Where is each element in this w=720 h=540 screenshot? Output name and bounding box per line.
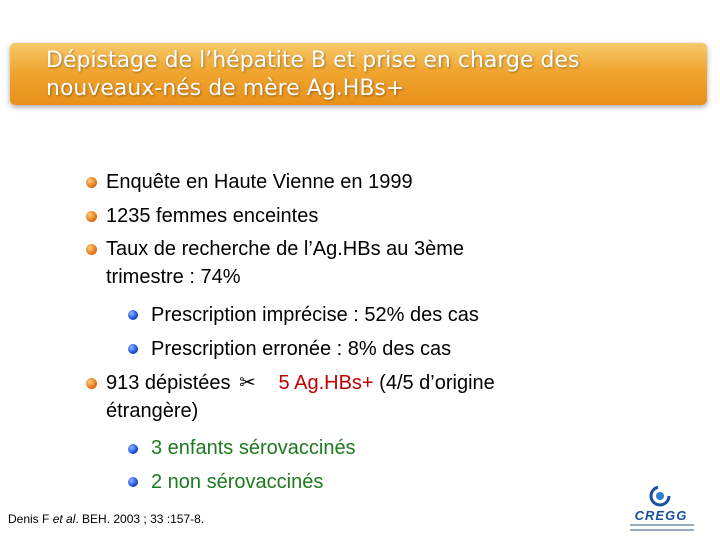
screened-count: 913 dépistées: [106, 372, 231, 394]
bullet-icon: [86, 378, 97, 389]
sub-bullet-icon: [128, 477, 138, 487]
bullet-screening-rate-line1: Taux de recherche de l’Ag.HBs au 3ème: [106, 238, 464, 260]
sub-bullet-icon: [128, 444, 138, 454]
bullet-women: 1235 femmes enceintes: [106, 205, 319, 227]
bullet-screened-line2: étrangère): [106, 400, 199, 422]
citation-ref: . BEH. 2003 ; 33 :157-8.: [75, 512, 205, 526]
citation-author: Denis F: [8, 512, 53, 526]
citation-etal: et al: [52, 512, 76, 526]
title-line-2: nouveaux-nés de mère Ag.HBs+: [46, 76, 405, 101]
bullet-screened: [106, 369, 495, 397]
sub-bullet-erroneous: Prescription erronée : 8% des cas: [151, 338, 452, 360]
scissors-icon: ✂: [239, 372, 256, 394]
title-line-1: Dépistage de l’hépatite B et prise en charge des: [46, 48, 580, 73]
cregg-logo-icon: [648, 484, 672, 508]
cregg-logo: [622, 484, 700, 534]
logo-text: CREGG: [634, 508, 688, 523]
bullet-screening-rate-line2: trimestre : 74%: [106, 266, 241, 288]
sub-bullet-vaccinated: 3 enfants sérovaccinés: [151, 437, 356, 459]
origin-note: (4/5 d’origine: [373, 372, 495, 394]
logo-subline: [630, 524, 694, 526]
sub-bullet-not-vaccinated: 2 non sérovaccinés: [151, 471, 324, 493]
bullet-icon: [86, 211, 97, 222]
sub-bullet-imprecise: Prescription imprécise : 52% des cas: [151, 304, 479, 326]
bullet-icon: [86, 177, 97, 188]
bullet-survey: Enquête en Haute Vienne en 1999: [106, 171, 413, 193]
positive-count: 5 Ag.HBs+: [278, 372, 374, 394]
sub-bullet-icon: [128, 310, 138, 320]
sub-bullet-icon: [128, 344, 138, 354]
citation: [8, 512, 204, 526]
logo-subline: [630, 529, 694, 531]
bullet-icon: [86, 244, 97, 255]
